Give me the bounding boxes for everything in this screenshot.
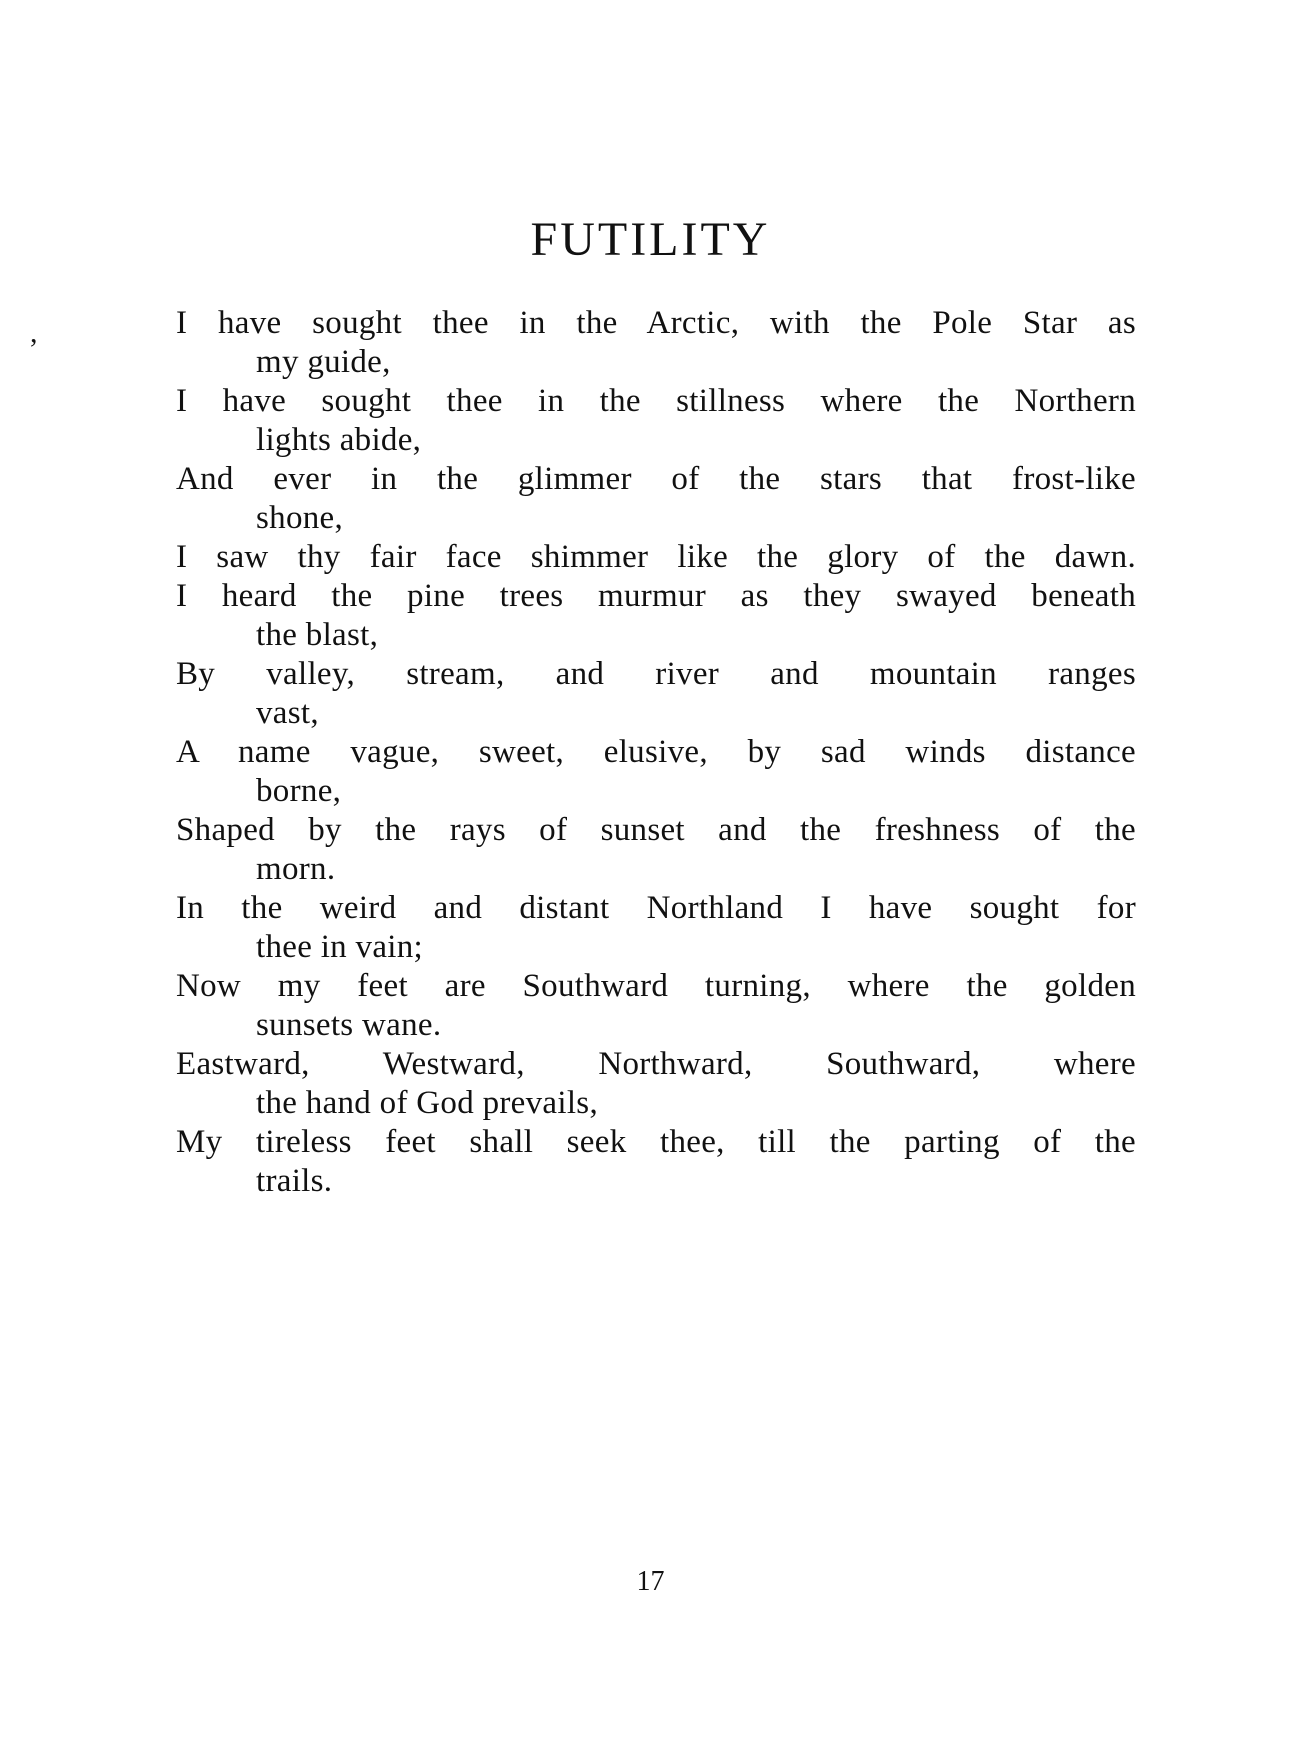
poem-line-continuation: sunsets wane. — [256, 1007, 442, 1043]
poem-line-text: I heard the pine trees murmur as they swayed beneath — [176, 578, 1136, 614]
poem-line-continuation: the blast, — [256, 617, 379, 653]
poem-line-text: My tireless feet shall seek thee, till the parting of the — [176, 1124, 1136, 1160]
poem-line — [176, 811, 1136, 889]
poem-line — [176, 967, 1136, 1045]
poem-line — [176, 655, 1136, 733]
poem-line-continuation: trails. — [256, 1163, 333, 1199]
poem-line-text: Now my feet are Southward turning, where the golden — [176, 968, 1136, 1004]
poem-line-continuation: lights abide, — [256, 422, 422, 458]
poem-line — [176, 304, 1136, 382]
poem-line-continuation: the hand of God prevails, — [256, 1085, 598, 1121]
poem-line — [176, 1123, 1136, 1201]
poem-line — [176, 460, 1136, 538]
poem-line — [176, 538, 1136, 577]
poem-body — [176, 304, 1136, 1201]
poem-line-continuation: thee in vain; — [256, 929, 424, 965]
poem-line-text: A name vague, sweet, elusive, by sad winds distance — [176, 734, 1136, 770]
poem-line-text: Eastward, Westward, Northward, Southward, where — [176, 1046, 1136, 1082]
stray-ink-mark: , — [30, 316, 38, 349]
poem-line — [176, 889, 1136, 967]
poem-line — [176, 733, 1136, 811]
page-number: 17 — [636, 1566, 665, 1597]
poem-line-continuation: shone, — [256, 500, 344, 536]
poem-line-text: And ever in the glimmer of the stars that frost-like — [176, 461, 1136, 497]
poem-line-text: In the weird and distant Northland I have sought for — [176, 890, 1136, 926]
poem-line-continuation: vast, — [256, 695, 319, 731]
poem-line — [176, 577, 1136, 655]
poem-line — [176, 382, 1136, 460]
poem-line-text: I saw thy fair face shimmer like the glory of the dawn. — [176, 539, 1136, 575]
poem-line-text: I have sought thee in the Arctic, with the Pole Star as — [176, 305, 1136, 341]
poem-line-continuation: borne, — [256, 773, 342, 809]
poem-line — [176, 1045, 1136, 1123]
poem-line-text: Shaped by the rays of sunset and the freshness of the — [176, 812, 1136, 848]
poem-line-text: By valley, stream, and river and mountain ranges — [176, 656, 1136, 692]
poem-line-continuation: morn. — [256, 851, 336, 887]
poem-line-text: I have sought thee in the stillness where the Northern — [176, 383, 1136, 419]
poem-title: FUTILITY — [530, 213, 771, 266]
poem-line-continuation: my guide, — [256, 344, 391, 380]
